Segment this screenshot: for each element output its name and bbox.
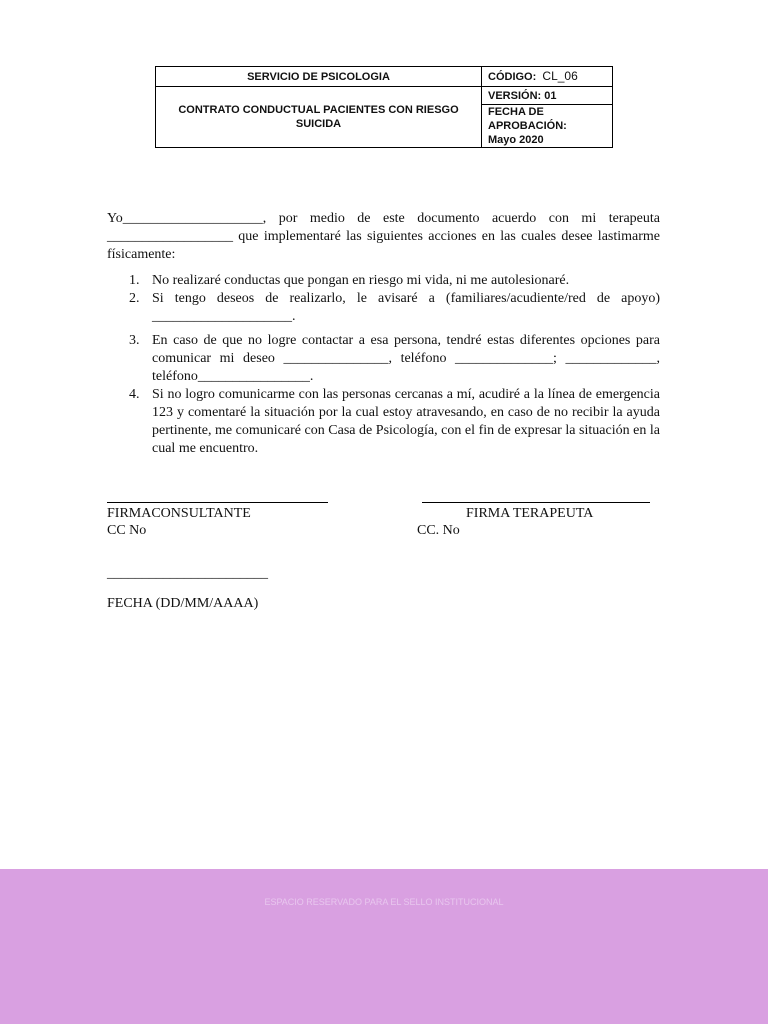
- document-header-table: [155, 66, 613, 148]
- intro-paragraph: Yo____________________, por medio de este documento acuerdo con mi terapeuta __________________ que implementaré las siguientes acciones en las cuales desee lastimarme físicamente:: [107, 211, 660, 262]
- stamp-placeholder-text: ESPACIO RESERVADO PARA EL SELLO INSTITUCIONAL: [264, 897, 504, 907]
- approval-label: FECHA DE APROBACIÓN:: [488, 106, 567, 132]
- list-item-number: 3.: [129, 333, 140, 348]
- date-label: FECHA (DD/MM/AAAA): [107, 596, 259, 611]
- approval-date-cell: [482, 105, 613, 148]
- list-item-text: Si tengo deseos de realizarlo, le avisaré a (familiares/acudiente/red de apoyo) ____________________.: [152, 291, 660, 324]
- list-item: [107, 272, 660, 290]
- approval-date: Mayo 2020: [488, 134, 544, 146]
- consultant-id-label: CC No: [107, 523, 147, 538]
- institutional-stamp-area: [0, 869, 768, 1024]
- code-label: CÓDIGO:: [488, 71, 537, 83]
- document-version: VERSIÓN: 01: [482, 87, 613, 105]
- document-title: CONTRATO CONDUCTUAL PACIENTES CON RIESGO SUICIDA: [156, 87, 482, 148]
- list-item-number: 4.: [129, 387, 140, 402]
- commitments-list: [107, 272, 660, 458]
- list-item: [107, 332, 660, 386]
- service-name: SERVICIO DE PSICOLOGIA: [156, 67, 482, 87]
- list-item-number: 2.: [129, 291, 140, 306]
- consultant-signature-line: [107, 502, 328, 503]
- list-item-number: 1.: [129, 273, 140, 288]
- date-blank: _______________________: [107, 566, 268, 581]
- list-item: [107, 290, 660, 326]
- list-item: [107, 386, 660, 458]
- list-item-text: No realizaré conductas que pongan en riesgo mi vida, ni me autolesionaré.: [152, 273, 570, 288]
- contract-body: [107, 210, 660, 458]
- document-code: [482, 67, 613, 87]
- list-item-text: Si no logro comunicarme con las personas cercanas a mí, acudiré a la línea de emergencia 123 y comentaré la situación por la cual estoy atravesando, en caso de no recibir la ayuda pertinente, me comunicaré con Casa de Psicología, con el fin de expresar la situación en la cual me encuentro.: [152, 387, 660, 456]
- list-item-text: En caso de que no logre contactar a esa persona, tendré estas diferentes opciones para comunicar mi deseo _______________, teléfono ______________; _____________, teléfono________________.: [152, 333, 660, 384]
- consultant-signature-label: FIRMACONSULTANTE: [107, 506, 251, 521]
- therapist-signature-line: [422, 502, 650, 503]
- therapist-signature-label: FIRMA TERAPEUTA: [466, 506, 594, 521]
- therapist-id-label: CC. No: [417, 523, 460, 538]
- code-value: CL_06: [542, 69, 578, 83]
